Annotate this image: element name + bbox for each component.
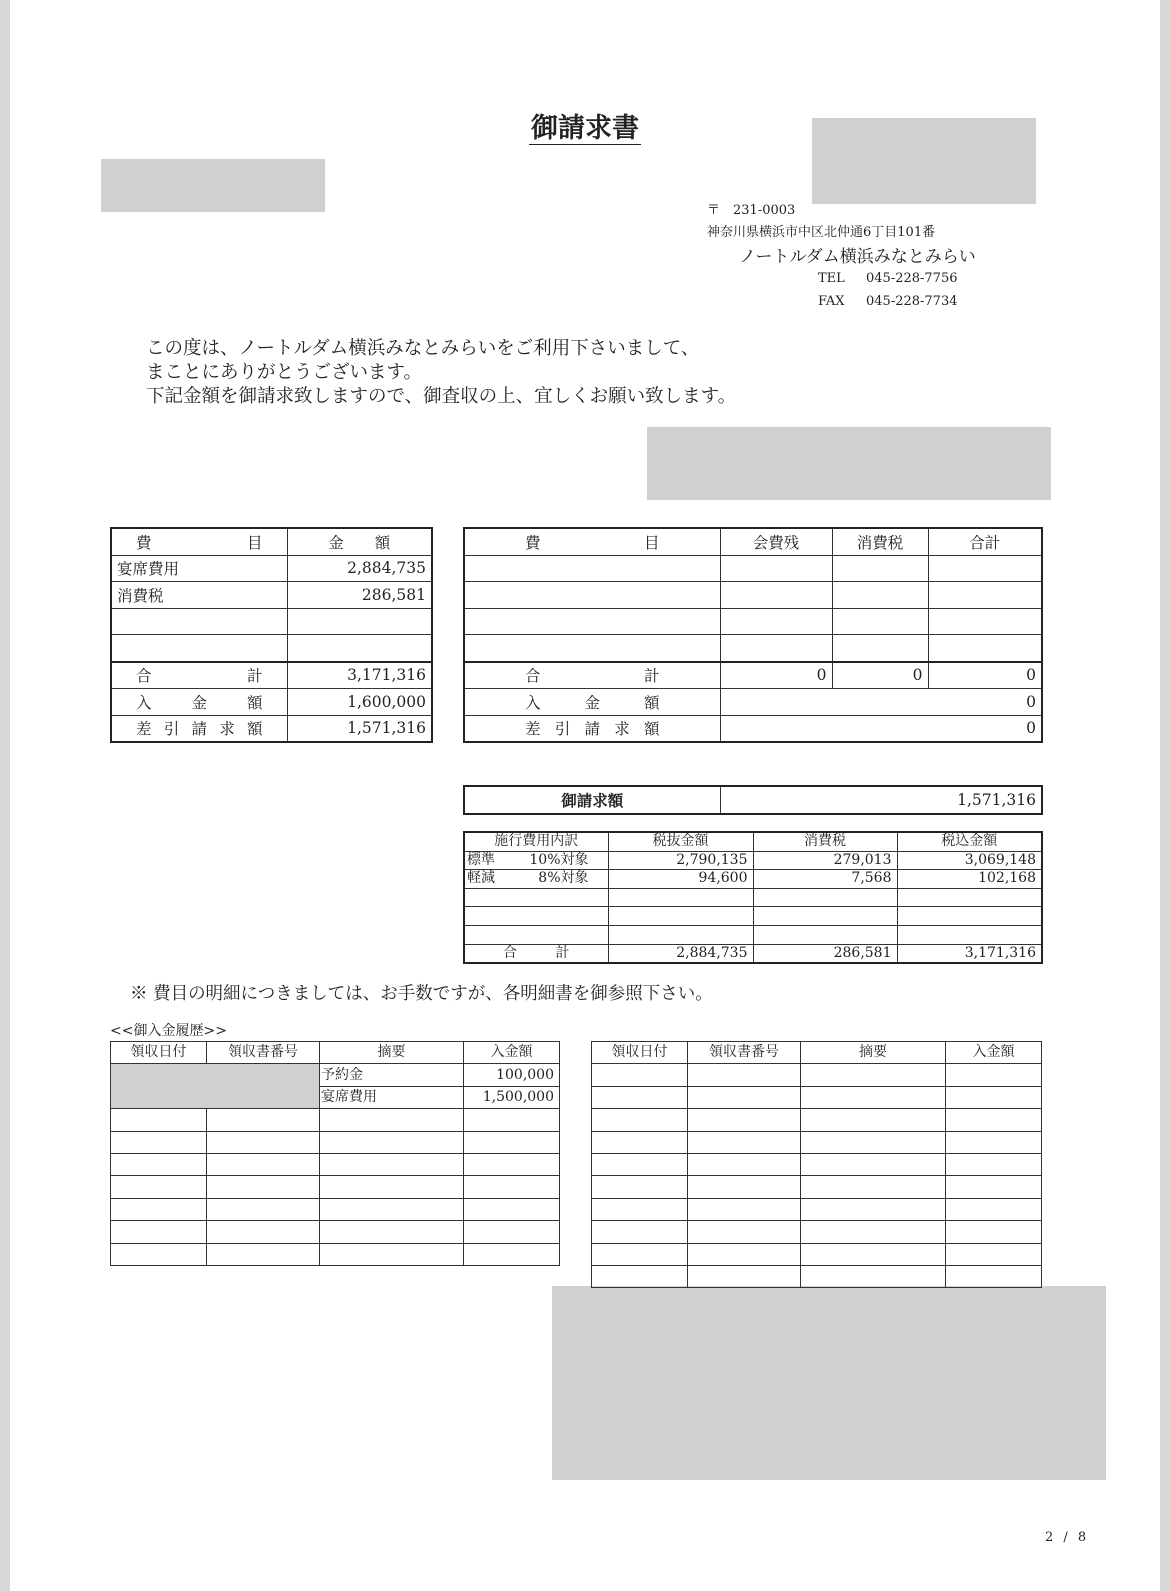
paid-row: 入金額 0 — [464, 689, 1042, 716]
invoice-amount-box — [463, 785, 1043, 815]
redacted-recipient — [101, 159, 325, 212]
balance-row: 差引請求額 1,571,316 — [111, 715, 432, 742]
invoice-page — [10, 0, 1160, 1591]
table-row: 宴席費用 2,884,735 — [111, 555, 432, 582]
postal-code: 〒 231-0003 — [707, 203, 796, 218]
table-row — [111, 608, 432, 635]
table-row — [592, 1064, 1042, 1086]
table-row — [111, 1198, 560, 1220]
table-row — [592, 1153, 1042, 1175]
table-row — [111, 1243, 560, 1265]
membership-summary-table — [463, 527, 1043, 743]
table-row — [111, 635, 432, 662]
table-row — [464, 635, 1042, 662]
total-row: 合 計 3,171,316 — [111, 662, 432, 689]
fax-number: 045-228-7734 — [866, 294, 958, 309]
table-row — [464, 608, 1042, 635]
issuer-address: 神奈川県横浜市中区北仲通6丁目101番 — [707, 225, 936, 240]
greeting-message: この度は、ノートルダム横浜みなとみらいをご利用下さいまして、 まことにありがとうございます。 下記金額を御請求致しますので、御査収の上、宜しくお願い致します。 — [146, 338, 737, 407]
invoice-amount-value: 1,571,316 — [720, 786, 1042, 814]
detail-note: ※ 費目の明細につきましては、お手数ですが、各明細書を御参照下さい。 — [130, 984, 713, 1004]
table-row: 標準 10%対象 2,790,135 279,013 3,069,148 — [464, 851, 1042, 870]
table-header-row: 領収日付 領収書番号 摘要 入金額 — [111, 1042, 560, 1064]
redacted-stamp — [812, 118, 1036, 204]
table-row — [592, 1243, 1042, 1265]
table-row — [592, 1109, 1042, 1131]
table-row — [592, 1265, 1042, 1287]
table-row: 軽減 8%対象 94,600 7,568 102,168 — [464, 870, 1042, 889]
deposit-history-table-left — [110, 1041, 560, 1266]
document-title: 御請求書 — [531, 113, 639, 144]
redacted-info — [647, 427, 1051, 500]
table-row — [464, 555, 1042, 582]
page-number: 2 / 8 — [1045, 1530, 1090, 1545]
charges-summary-table — [110, 527, 433, 743]
deposit-history-table-right — [591, 1041, 1042, 1288]
redacted-footer — [552, 1286, 1106, 1480]
table-row — [111, 1131, 560, 1153]
tel-number: 045-228-7756 — [866, 271, 958, 286]
balance-row: 差引請求額 0 — [464, 715, 1042, 742]
table-header-row: 費 目 金 額 — [111, 528, 432, 555]
table-row — [111, 1176, 560, 1198]
table-row — [592, 1086, 1042, 1108]
table-row — [111, 1153, 560, 1175]
issuer-name: ノートルダム横浜みなとみらい — [739, 247, 976, 267]
deposit-history-label: <<御入金履歴>> — [110, 1023, 227, 1039]
redacted-deposit-info — [111, 1064, 320, 1109]
table-row — [464, 888, 1042, 907]
table-row — [592, 1198, 1042, 1220]
total-row: 合 計 0 0 0 — [464, 662, 1042, 689]
table-row: 予約金 100,000 — [111, 1064, 560, 1086]
table-row — [464, 582, 1042, 609]
tax-breakdown-table — [463, 831, 1043, 964]
invoice-amount-label: 御請求額 — [464, 786, 720, 814]
table-row — [592, 1131, 1042, 1153]
table-row — [592, 1221, 1042, 1243]
table-row: 消費税 286,581 — [111, 582, 432, 609]
table-header-row: 領収日付 領収書番号 摘要 入金額 — [592, 1042, 1042, 1064]
table-header-row: 費 目 会費残 消費税 合計 — [464, 528, 1042, 555]
table-header-row: 施行費用内訳 税抜金額 消費税 税込金額 — [464, 832, 1042, 851]
table-row — [464, 907, 1042, 926]
table-row — [592, 1176, 1042, 1198]
table-row — [111, 1109, 560, 1131]
fax-label: FAX — [818, 294, 845, 309]
table-row: 宴席費用 1,500,000 — [111, 1086, 560, 1108]
paid-row: 入金額 1,600,000 — [111, 689, 432, 716]
table-row — [111, 1221, 560, 1243]
table-row — [464, 925, 1042, 944]
tel-label: TEL — [818, 271, 845, 286]
total-row: 合 計 2,884,735 286,581 3,171,316 — [464, 944, 1042, 963]
